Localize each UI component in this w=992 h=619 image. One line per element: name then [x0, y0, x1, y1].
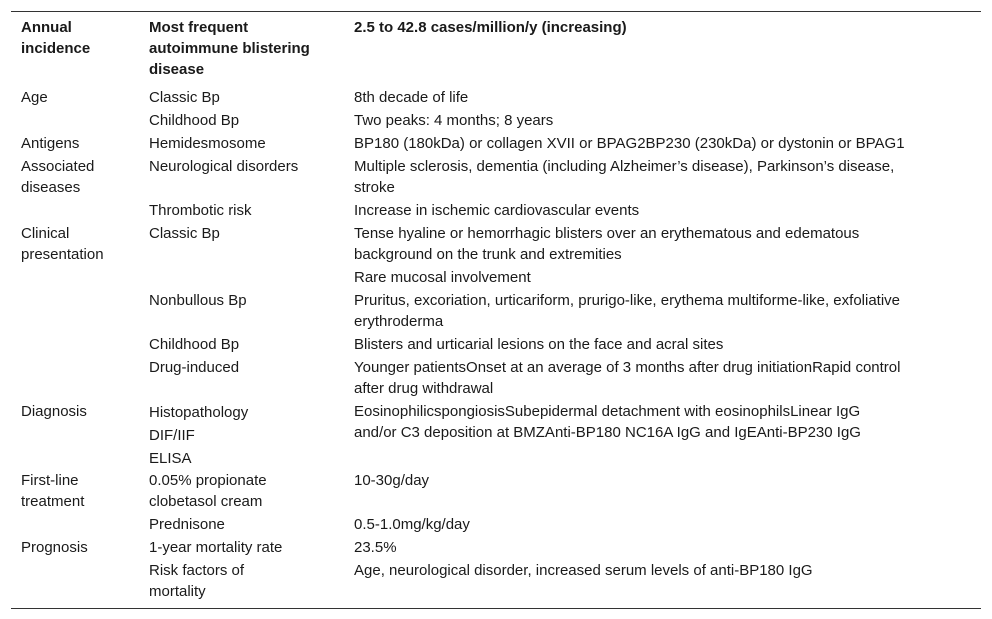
cell-line: clobetasol cream: [149, 493, 263, 510]
cell-line: stroke: [354, 179, 395, 196]
header-line: 2.5 to 42.8 cases/million/y (increasing): [354, 19, 627, 36]
row-value-cell: [354, 334, 723, 355]
row-subject-cell: [149, 110, 239, 131]
cell-line: Thrombotic risk: [149, 202, 252, 219]
row-label-cell: [21, 470, 84, 512]
cell-line: Childhood Bp: [149, 336, 240, 353]
cell-line: Pruritus, excoriation, urticariform, prurigo-like, erythema multiforme-like, exfoliative: [354, 292, 901, 309]
cell-line: Age, neurological disorder, increased serum levels of anti-BP180 IgG: [354, 562, 813, 579]
row-subject-cell: [149, 334, 239, 355]
cell-line: Age: [21, 89, 48, 106]
cell-line: 1-year mortality rate: [149, 539, 283, 556]
cell-line: EosinophilicspongiosisSubepidermal detachment with eosinophilsLinear IgG: [354, 403, 861, 420]
cell-line: BP180 (180kDa) or collagen XVII or BPAG2BP230 (230kDa) or dystonin or BPAG1: [354, 135, 905, 152]
row-value-cell: [354, 537, 397, 558]
row-value-cell: [354, 514, 470, 535]
row-value-cell: [354, 560, 813, 581]
cell-line: Increase in ischemic cardiovascular events: [354, 202, 640, 219]
cell-line: ELISA: [149, 450, 192, 467]
cell-line: Blisters and urticarial lesions on the face and acral sites: [354, 336, 724, 353]
row-label-cell: [21, 87, 48, 108]
row-value-cell: [354, 401, 861, 443]
cell-line: Prognosis: [21, 539, 88, 556]
header-line: disease: [149, 61, 205, 78]
header-line: incidence: [21, 40, 91, 57]
cell-line: Drug-induced: [149, 359, 240, 376]
row-value-cell: [354, 357, 900, 399]
row-subject-cell: [149, 470, 267, 512]
cell-line: Antigens: [21, 135, 80, 152]
cell-line: Hemidesmosome: [149, 135, 266, 152]
row-value-cell: [354, 87, 468, 108]
row-subject-cell: [149, 401, 248, 470]
cell-line: Associated: [21, 158, 95, 175]
cell-line: Classic Bp: [149, 225, 220, 242]
row-subject-cell: [149, 290, 247, 311]
row-subject-cell: [149, 514, 225, 535]
cell-line: First-line: [21, 472, 79, 489]
cell-line: Diagnosis: [21, 403, 87, 420]
cell-line: Two peaks: 4 months; 8 years: [354, 112, 554, 129]
cell-line: Risk factors of: [149, 562, 245, 579]
header-line: autoimmune blistering: [149, 40, 310, 57]
cell-line: 10-30g/day: [354, 472, 430, 489]
header-line: Annual: [21, 19, 72, 36]
row-subject-cell: [149, 560, 244, 602]
cell-line: 23.5%: [354, 539, 397, 556]
cell-line: background on the trunk and extremities: [354, 246, 622, 263]
row-value-cell: [354, 290, 900, 332]
cell-line: Multiple sclerosis, dementia (including Alzheimer’s disease), Parkinson’s disease,: [354, 158, 895, 175]
row-subject-cell: [149, 357, 239, 378]
row-value-cell: [354, 223, 859, 265]
header-cell-annual-incidence: [21, 17, 90, 59]
row-value-cell: [354, 156, 894, 198]
header-cell-incidence-value: [354, 17, 627, 38]
cell-line: DIF/IIF: [149, 427, 195, 444]
cell-line: diseases: [21, 179, 81, 196]
cell-line: treatment: [21, 493, 85, 510]
header-line: Most frequent: [149, 19, 249, 36]
row-label-cell: [21, 133, 79, 154]
row-subject-cell: [149, 223, 220, 244]
cell-line: Neurological disorders: [149, 158, 299, 175]
cell-line: Classic Bp: [149, 89, 220, 106]
cell-line: mortality: [149, 583, 206, 600]
row-value-cell: [354, 267, 531, 288]
cell-line: after drug withdrawal: [354, 380, 494, 397]
row-value-cell: [354, 470, 429, 491]
row-subject-cell: [149, 87, 220, 108]
cell-line: 0.05% propionate: [149, 472, 267, 489]
cell-line: Younger patientsOnset at an average of 3 months after drug initiationRapid control: [354, 359, 901, 376]
row-label-cell: [21, 537, 88, 558]
row-value-cell: [354, 110, 553, 131]
row-label-cell: [21, 401, 87, 422]
cell-line: presentation: [21, 246, 104, 263]
row-subject-cell: [149, 200, 252, 221]
row-label-cell: [21, 223, 104, 265]
cell-line: Clinical: [21, 225, 70, 242]
row-value-cell: [354, 200, 639, 221]
cell-line: Tense hyaline or hemorrhagic blisters over an erythematous and edematous: [354, 225, 860, 242]
cell-line: erythroderma: [354, 313, 444, 330]
cell-line: 8th decade of life: [354, 89, 469, 106]
cell-line: Childhood Bp: [149, 112, 240, 129]
header-cell-most-frequent: [149, 17, 310, 80]
cell-line: 0.5-1.0mg/kg/day: [354, 516, 470, 533]
row-value-cell: [354, 133, 905, 154]
cell-line: and/or C3 deposition at BMZAnti-BP180 NC16A IgG and IgEAnti-BP230 IgG: [354, 424, 861, 441]
cell-line: Rare mucosal involvement: [354, 269, 531, 286]
incidence-table: [11, 11, 981, 609]
cell-line: Prednisone: [149, 516, 225, 533]
row-subject-cell: [149, 156, 298, 177]
row-subject-cell: [149, 537, 282, 558]
cell-line: Nonbullous Bp: [149, 292, 247, 309]
cell-line: Histopathology: [149, 404, 249, 421]
row-label-cell: [21, 156, 94, 198]
row-subject-cell: [149, 133, 266, 154]
